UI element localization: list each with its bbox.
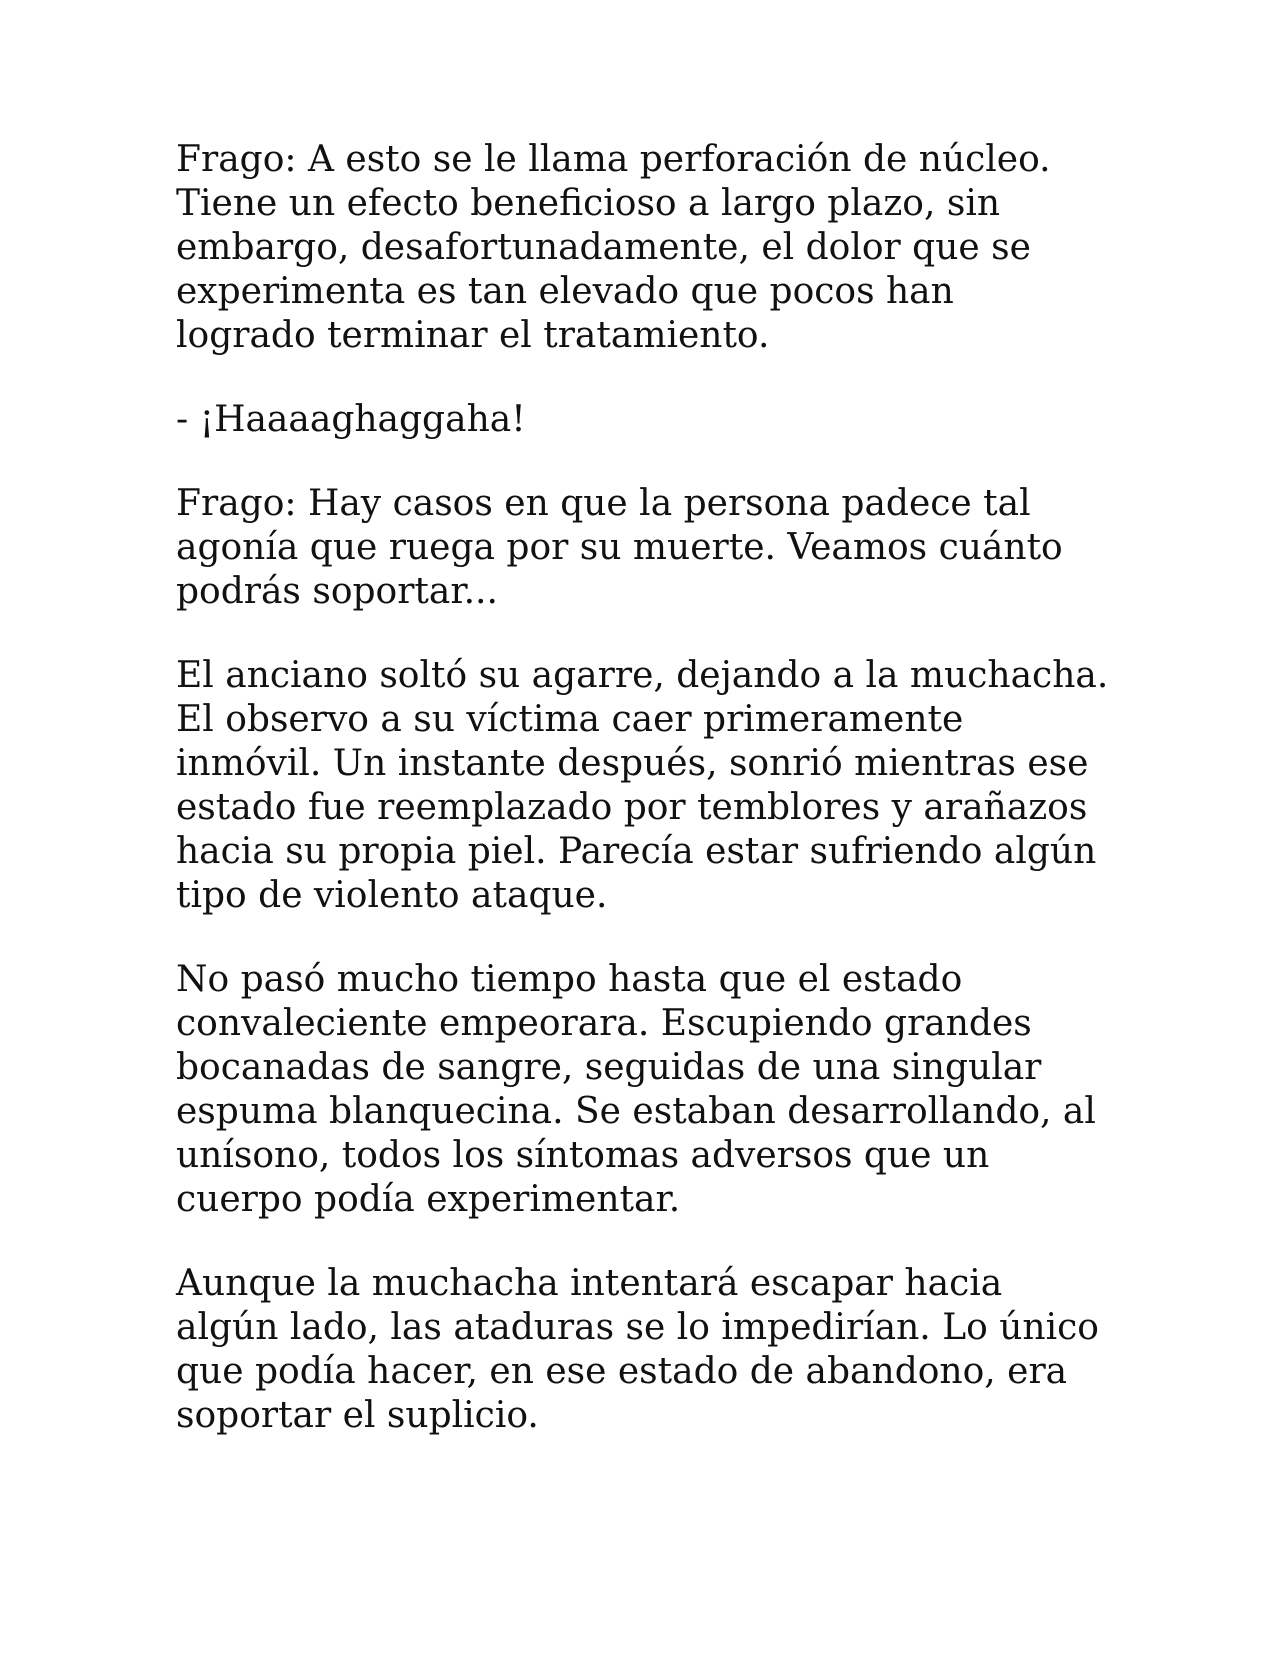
paragraph-line: tipo de violento ataque. [176, 875, 608, 916]
paragraph-line: Tiene un efecto beneficioso a largo plazo, sin [176, 183, 1001, 224]
paragraph-6 [176, 1262, 1116, 1438]
paragraph-line: convaleciente empeorara. Escupiendo grandes [176, 1003, 1032, 1044]
paragraph-line: Frago: Hay casos en que la persona padece tal [176, 483, 1031, 524]
paragraph-line: bocanadas de sangre, seguidas de una singular [176, 1047, 1042, 1088]
paragraph-line: experimenta es tan elevado que pocos han [176, 271, 954, 312]
paragraph-line: espuma blanquecina. Se estaban desarrollando, al [176, 1091, 1096, 1132]
paragraph-line: agonía que ruega por su muerte. Veamos cuánto [176, 527, 1063, 568]
paragraph-2 [176, 398, 1116, 442]
paragraph-line: inmóvil. Un instante después, sonrió mientras ese [176, 743, 1089, 784]
paragraph-line: que podía hacer, en ese estado de abandono, era [176, 1351, 1068, 1392]
paragraph-line: embargo, desafortunadamente, el dolor que se [176, 227, 1031, 268]
paragraph-line: hacia su propia piel. Parecía estar sufriendo algún [176, 831, 1097, 872]
paragraph-line: podrás soportar... [176, 571, 498, 612]
paragraph-3 [176, 482, 1116, 614]
paragraph-line: - ¡Haaaaghaggaha! [176, 399, 526, 440]
paragraph-line: logrado terminar el tratamiento. [176, 315, 770, 356]
paragraph-line: cuerpo podía experimentar. [176, 1179, 681, 1220]
paragraph-line: Frago: A esto se le llama perforación de núcleo. [176, 139, 1051, 180]
paragraph-line: estado fue reemplazado por temblores y arañazos [176, 787, 1088, 828]
paragraph-line: No pasó mucho tiempo hasta que el estado [176, 959, 963, 1000]
paragraph-line: El anciano soltó su agarre, dejando a la muchacha. [176, 655, 1109, 696]
paragraph-5 [176, 958, 1116, 1222]
paragraph-line: Aunque la muchacha intentará escapar hacia [176, 1263, 1003, 1304]
paragraph-4 [176, 654, 1116, 918]
paragraph-line: algún lado, las ataduras se lo impedirían. Lo único [176, 1307, 1099, 1348]
paragraph-line: El observo a su víctima caer primeramente [176, 699, 964, 740]
paragraph-line: unísono, todos los síntomas adversos que un [176, 1135, 990, 1176]
paragraph-1 [176, 138, 1116, 358]
paragraph-line: soportar el suplicio. [176, 1395, 539, 1436]
document-page [176, 138, 1116, 1478]
